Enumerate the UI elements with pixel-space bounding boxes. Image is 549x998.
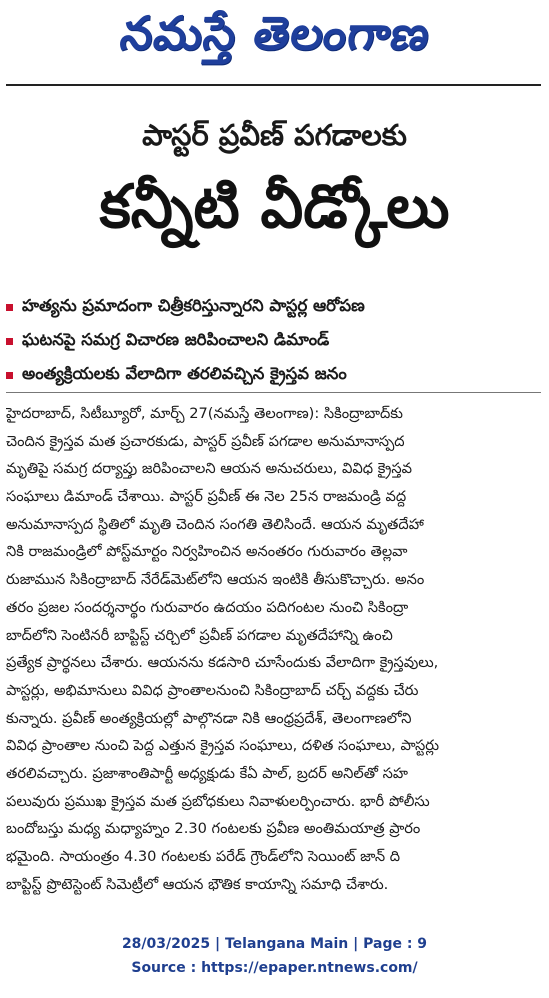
- article-body: [6, 400, 543, 898]
- summary-bullets: [6, 292, 541, 394]
- footer-source[interactable]: Source : https://epaper.ntnews.com/: [131, 960, 418, 976]
- body-line: పలువురు ప్రముఖ క్రైస్తవ మత ప్రబోధకులు నివాళులర్పించారు. భారీ పోలీసు: [6, 792, 430, 810]
- body-line: అనుమానాస్పద స్థితిలో మృతి చెందిన సంగతి తెలిసిందే. ఆయన మృతదేహా: [6, 515, 424, 533]
- body-line: బందోబస్తు మధ్య మధ్యాహ్నం 2.30 గంటలకు ప్రవీణ అంతిమయాత్ర ప్రారం: [6, 820, 421, 838]
- summary-bullet-text: హత్యను ప్రమాదంగా చిత్రీకరిస్తున్నారని పాస్టర్ల ఆరోపణ: [22, 295, 365, 315]
- article-kicker: పాస్టర్ ప్రవీణ్ పగడాలకు: [142, 118, 407, 152]
- summary-bullet-text: ఘటనపై సమగ్ర విచారణ జరిపించాలని డిమాండ్: [22, 329, 330, 349]
- body-line: రుజామున సికింద్రాబాద్ నేరేడ్‌మెట్‌లోని ఆయన ఇంటికి తీసుకొచ్చారు. అనం: [6, 571, 425, 589]
- red-square-bullet-icon: [6, 372, 13, 379]
- footer-dateline: 28/03/2025 | Telangana Main | Page : 9: [121, 936, 428, 952]
- body-line: సంఘాలు డిమాండ్ చేశాయి. పాస్టర్ ప్రవీణ్ ఈ నెల 25న రాజమండ్రి వద్ద: [6, 488, 407, 506]
- body-line: నికి రాజమండ్రిలో పోస్ట్‌మార్టం నిర్వహించిన అనంతరం గురువారం తెల్లవా: [6, 543, 408, 561]
- body-line: భమైంది. సాయంత్రం 4.30 గంటలకు పరేడ్ గ్రౌండ్‌లోని సెయింట్ జాన్ ది: [6, 848, 401, 865]
- body-line: బాద్‌లోని సెంటినరీ బాప్టిస్ట్ చర్చిలో ప్రవీణ్ పగడాల మృతదేహాన్ని ఉంచి: [6, 626, 393, 644]
- summary-bullet: [6, 360, 541, 390]
- summary-bullet: [6, 292, 541, 322]
- masthead-divider: [6, 84, 541, 86]
- body-line: హైదరాబాద్, సిటీబ్యూరో, మార్చ్ 27(నమస్తే తెలంగాణ): సికింద్రాబాద్‌కు: [6, 405, 403, 422]
- bullets-divider: [6, 392, 541, 393]
- summary-bullet: [6, 326, 541, 356]
- red-square-bullet-icon: [6, 338, 13, 345]
- body-line: తరలివచ్చారు. ప్రజాశాంతిపార్టీ అధ్యక్షుడు కేఏ పాల్, బ్రదర్ అనిల్‌తో సహ: [6, 764, 408, 782]
- body-line: మృతిపై సమగ్ర దర్యాప్తు జరిపించాలని ఆయన అనుచరులు, వివిధ క్రైస్తవ: [6, 460, 413, 478]
- red-square-bullet-icon: [6, 304, 13, 311]
- body-line: పాస్టర్లు, అభిమానులు వివిధ ప్రాంతాలనుంచి సికింద్రాబాద్ చర్చ్ వద్దకు చేరు: [6, 681, 419, 699]
- body-line: కున్నారు. ప్రవీణ్ అంత్యక్రియల్లో పాల్గొనడా నికి ఆంధ్రప్రదేశ్, తెలంగాణలోని: [6, 709, 412, 727]
- body-line: తరం ప్రజల సందర్శనార్థం గురువారం ఉదయం పదిగంటల నుంచి సికింద్రా: [6, 598, 409, 616]
- article-headline: కన్నీటి వీడ్కోలు: [99, 172, 450, 242]
- masthead: [0, 0, 549, 78]
- body-line: వివిధ ప్రాంతాల నుంచి పెద్ద ఎత్తున క్రైస్తవ సంఘాలు, దళిత సంఘాలు, పాస్టర్లు: [6, 737, 439, 755]
- body-line: బాప్టిస్ట్ ప్రొటెస్టెంట్ సిమెట్రీలో ఆయన భౌతిక కాయాన్ని సమాధి చేశారు.: [6, 875, 389, 893]
- body-line: చెందిన క్రైస్తవ మత ప్రచారకుడు, పాస్టర్ ప్రవీణ్ పగడాల అనుమానాస్పద: [6, 432, 405, 450]
- body-line: ప్రత్యేక ప్రార్థనలు చేశారు. ఆయనను కడసారి చూసేందుకు వేలాదిగా క్రైస్తవులు,: [6, 654, 439, 672]
- newspaper-title: నమస్తే తెలంగాణ: [116, 6, 434, 60]
- summary-bullet-text: అంత్యక్రియలకు వేలాదిగా తరలివచ్చిన క్రైస్తవ జనం: [22, 363, 347, 383]
